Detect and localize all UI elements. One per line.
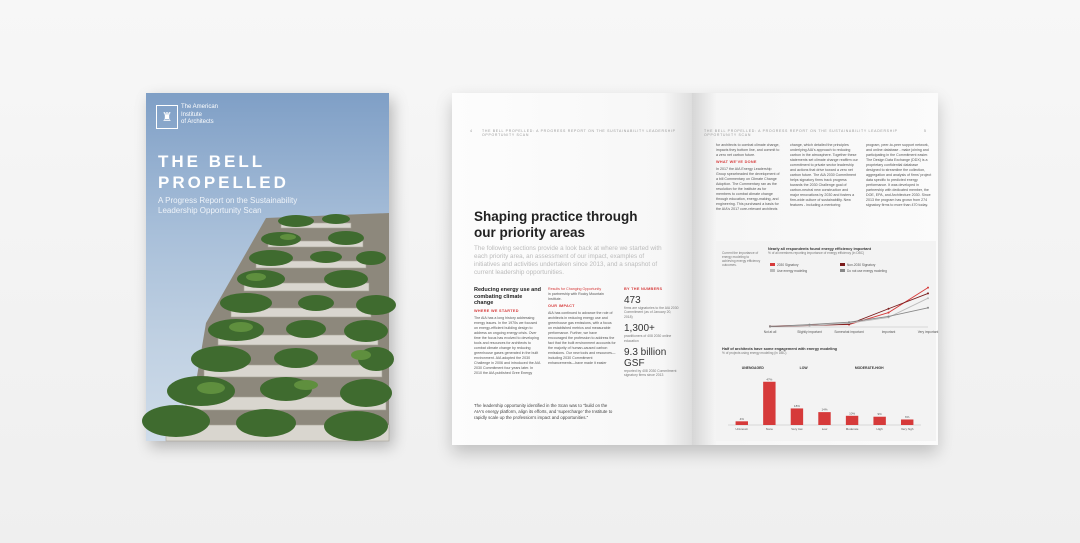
bar-chart-title: Half of architects have some engagement with energy modeling — [722, 347, 837, 351]
cover-title: THE BELL PROPELLED — [158, 152, 289, 192]
open-spread — [452, 93, 938, 445]
bar-value-label: 4% — [739, 416, 744, 421]
what-done-label: WHAT WE'VE DONE — [716, 160, 757, 164]
section-heading: Reducing energy use and combating climate change — [474, 287, 541, 306]
line-chart-header — [768, 247, 933, 255]
series-point — [927, 287, 929, 289]
bar — [791, 408, 803, 425]
intro-paragraph: The following sections provide a look back at where we started with each priority area, an assessment of our impact, examples of initiatives and activities undertaken since 2013, and a snapshot of current leadership opportunities. — [474, 245, 662, 276]
where-started-label: WHERE WE STARTED — [474, 308, 519, 313]
chart-panel — [716, 241, 939, 441]
series-line — [770, 288, 928, 326]
bar-value-label: 9% — [877, 412, 882, 417]
bar — [846, 416, 858, 425]
right-col1-intro: for architects to combat climate change, impacts they bottom line, and commit to a zero net carbon future. — [716, 143, 780, 157]
stat-desc: firms are signatories to the AIA 2030 Commitment (as of January 20, 2018) — [624, 306, 679, 319]
chart-side-note: Current the importance of energy modeling to achieving energy efficiency outcomes. — [722, 251, 761, 267]
legend-swatch — [840, 269, 845, 272]
where-started-body: The AIA has a long history addressing energy issues. In the 1970s we focused on energy-efficient building design to address an ongoing energy crisis. Over time the focus has evolved to developing tools and resources for architects to combat climate change by reducing greenhouse gases generated in the built environment. AIA adopted the 2030 Challenge in 2006 and introduced the AIA 2030 Commitment four years later. In 2010 the AIA published Gree Energy — [474, 315, 541, 375]
series-point — [888, 308, 890, 310]
cover-org-name: The American Institute of Architects — [181, 104, 219, 125]
series-point — [888, 315, 890, 317]
left-running-head: THE BELL PROPELLED: A PROGRESS REPORT ON THE SUSTAINABILITY LEADERSHIP OPPORTUNITY SCAN — [482, 129, 676, 137]
cover-subtitle: A Progress Report on the Sustainability Leadership Opportunity Scan — [158, 196, 298, 215]
bar — [736, 421, 748, 425]
column-impact — [548, 287, 616, 366]
legend-label: 2030 Signatory — [777, 263, 799, 267]
x-tick-label: Very low — [791, 427, 803, 431]
bar — [873, 417, 885, 425]
bar-chart-subtitle: % of projects using energy modeling (in DBC) — [722, 351, 787, 355]
bar — [901, 419, 913, 425]
legend-label: Use energy modeling — [777, 269, 808, 273]
building-photo — [146, 93, 389, 441]
impact-body: AIA has continued to advance the role of architects in reducing energy use and greenhouse gas emissions, with a focus on established metrics and measurable performance. Further, we have encouraged the profession to address the fact that the built environment accounts for the majority of human-caused carbon emissions. Our new tools and resources—including 2030 Commitment enhancements—have made it easier — [548, 311, 616, 365]
bar-value-label: 18% — [793, 403, 800, 408]
x-tick-label: Not at all — [763, 330, 777, 334]
line-chart-subtitle: % of all members reporting importance of energy efficiency (in DBC) — [768, 251, 865, 255]
right-running-head: THE BELL PROPELLED: A PROGRESS REPORT ON THE SUSTAINABILITY LEADERSHIP OPPORTUNITY SCAN — [704, 129, 898, 137]
bar-group-label: MODERATE-HIGH — [854, 366, 884, 370]
by-the-numbers — [624, 287, 680, 378]
results-link[interactable]: Results for Changing Opportunity — [548, 287, 602, 291]
x-tick-label: Moderate — [845, 427, 859, 431]
bar-chart — [722, 363, 927, 437]
legend-label: Do not use energy modeling — [847, 269, 887, 273]
bar-value-label: 14% — [821, 407, 828, 412]
left-page-number: 4 — [470, 129, 473, 133]
numbers-label: BY THE NUMBERS — [624, 287, 663, 291]
stat-value: 473 — [624, 295, 641, 306]
bar-value-label: 10% — [849, 411, 856, 416]
bar-value-label: 47% — [766, 377, 773, 382]
series-point — [809, 324, 811, 326]
x-tick-label: Unknown — [735, 427, 749, 431]
legend-item — [770, 263, 799, 267]
x-tick-label: High — [876, 427, 883, 431]
legend-swatch — [840, 263, 845, 266]
x-tick-label: Very high — [900, 427, 914, 431]
x-tick-label: Important — [881, 330, 896, 334]
stat-value: 9.3 billion GSF — [624, 347, 667, 370]
bar-chart-header — [722, 347, 922, 355]
right-col1-body: In 2017 the AIA Energy Leadership Group spearheaded the development of a bill Commentary on Climate Change Adoption. The Commentary ran as the resolution for the Institute as for members to combat climate change through education, energy-making, and engineering. This purchased a basis for the AIA's 2017 core-relevant architects — [716, 167, 780, 211]
our-impact-label: OUR IMPACT — [548, 304, 575, 308]
x-tick-label: Low — [821, 427, 828, 431]
x-tick-label: Very important — [917, 330, 939, 334]
series-point — [888, 312, 890, 314]
bar-group-label: LOW — [799, 366, 808, 370]
report-cover — [146, 93, 389, 441]
impact-lead: in partnership with Rocky Mountain Institute. — [548, 292, 604, 301]
legend-item — [840, 269, 887, 273]
x-tick-label: Somewhat important — [834, 330, 864, 334]
x-tick-label: None — [765, 427, 773, 431]
bar — [763, 382, 775, 425]
line-chart-title: Nearly all respondents found energy efficiency important — [768, 247, 871, 251]
line-chart — [763, 261, 939, 341]
left-page — [452, 93, 692, 445]
column-starting — [474, 287, 542, 376]
legend-swatch — [770, 269, 775, 272]
legend-label: Non-2030 Signatory — [847, 263, 876, 267]
page-heading: Shaping practice through our priority areas — [474, 209, 638, 240]
pull-quote: The leadership opportunity identified in the Scan was to "build on the AIA's energy platform, align its efforts, and 'supercharge' the Institute to rapidly scale up the profession's impact and opportunities." — [474, 403, 613, 421]
series-point — [769, 326, 771, 328]
stat-desc: practitioners of 408 2030 online education — [624, 334, 672, 343]
bar-value-label: 6% — [905, 414, 910, 419]
legend-item — [840, 263, 876, 267]
right-column-3: program, peer-to-peer support network, and online database - make joining and participating in the Commitment easier. The Design Data Exchange (DDX) is a proprietary confidential database designed to streamline the collection, aggregation and analysis of firms' project data specific to predicted energy performance. It was developed in partnership with dedicated member, the DOE, EPA, and Architecture 2030. Since 2013 the program has grown from 274 signatory firms to more than 470 today. — [866, 143, 932, 207]
x-tick-label: Slightly important — [797, 330, 822, 334]
right-column-1 — [716, 143, 782, 212]
right-page — [692, 93, 938, 445]
right-column-2: change, which detailed the principles underlying AIA's approach to reducing carbon in the atmosphere. Together these statements set climate change reaffirm our commitment to private sector leadership and actions that drive toward a zero net carbon future. The AIA 2030 Commitment helps signatory firms track progress towards the 2030 Challenge goal of carbon-neutral new construction and major renovations by 2030 and fosters a firm-wide culture of sustainability. New features - including a mentoring — [790, 143, 858, 207]
series-point — [848, 321, 850, 323]
aia-logo-icon: ♜ — [156, 105, 178, 129]
bar-group-label: UNENGAGED — [741, 366, 764, 370]
legend-item — [770, 269, 807, 273]
series-point — [927, 297, 929, 299]
bar — [818, 412, 830, 425]
stat-value: 1,300+ — [624, 323, 655, 335]
series-point — [927, 307, 929, 309]
right-page-number: 5 — [924, 129, 927, 133]
stat-desc: reported by 408 2030 Commitment signatory firms since 2013 — [624, 369, 677, 378]
legend-swatch — [770, 263, 775, 266]
series-point — [927, 292, 929, 294]
